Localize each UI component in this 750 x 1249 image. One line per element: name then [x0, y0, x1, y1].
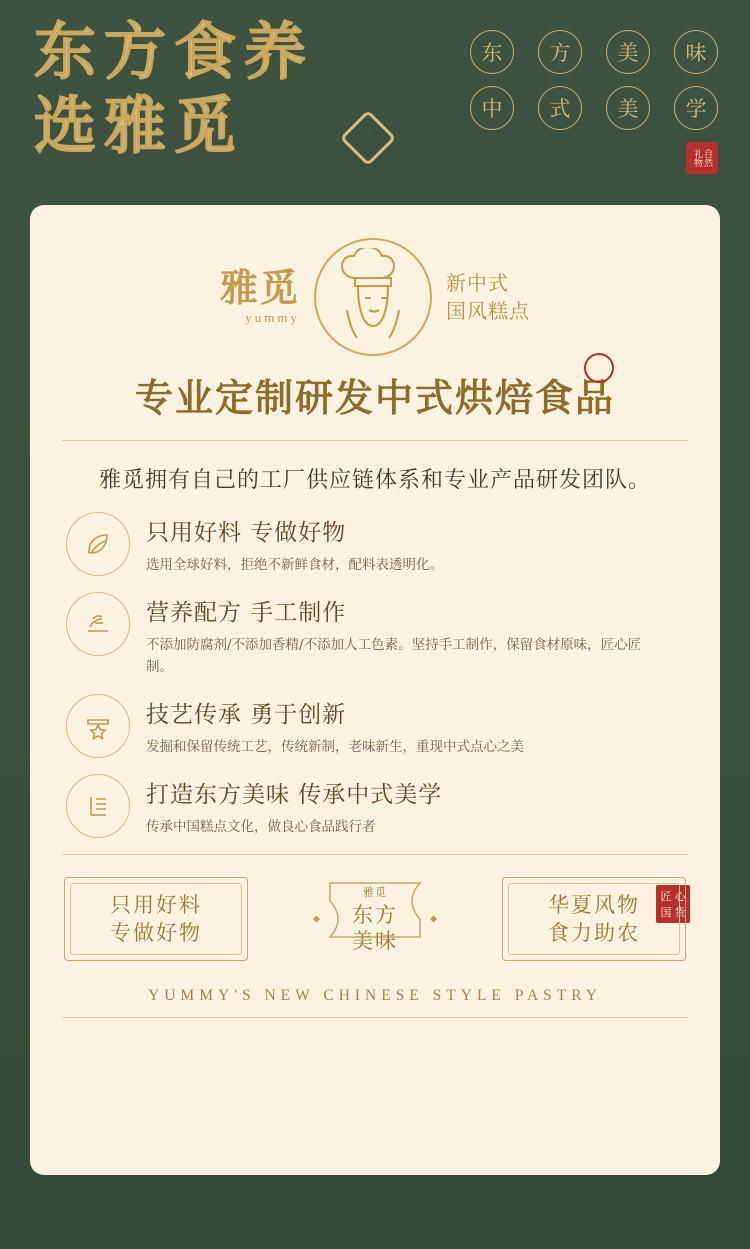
- plaque-right-line-2: 食力助农: [548, 921, 640, 945]
- card-title: [58, 367, 692, 422]
- feature-list: [58, 512, 692, 838]
- chef-avatar-icon: [314, 238, 432, 356]
- star-medal-icon: [66, 694, 130, 758]
- brand-row: [58, 237, 692, 357]
- card-title-text: 专业定制研发中式烘焙食品: [134, 375, 615, 420]
- scroll-icon: [66, 774, 130, 838]
- header-seal-stamp: [686, 142, 718, 174]
- feature-title: 打造东方美味 传承中式美学: [146, 782, 443, 808]
- brand-logo: [219, 265, 300, 326]
- badge-circle: 方: [538, 30, 582, 74]
- badge-circle: 美: [606, 30, 650, 74]
- badge-grid: [470, 30, 742, 134]
- brand-tagline-line-2: 国风糕点: [446, 299, 530, 323]
- plaque-middle: [300, 873, 450, 965]
- brand-tagline-line-1: 新中式: [446, 271, 509, 295]
- feature-desc: 传承中国糕点文化，做良心食品践行者: [146, 819, 376, 835]
- headline-line-2: 选雅觅: [34, 89, 245, 162]
- footer-english-tagline: YUMMY'S NEW CHINESE STYLE PASTRY: [148, 987, 602, 1004]
- feature-item: [58, 694, 692, 758]
- seal-char: 心: [674, 889, 686, 903]
- feature-desc: 选用全球好料，拒绝不新鲜食材，配料表透明化。: [146, 557, 443, 573]
- feature-item: [58, 592, 692, 678]
- brand-name-en: yummy: [245, 310, 300, 325]
- feature-title: 技艺传承 勇于创新: [146, 702, 347, 728]
- badge-circle: 学: [674, 86, 718, 130]
- leaf-icon: [66, 512, 130, 576]
- red-circle-accent-icon: [584, 353, 614, 383]
- divider-bottom: [62, 1017, 688, 1018]
- headline-line-1: 东方食养: [34, 15, 315, 88]
- feature-title: 营养配方 手工制作: [146, 600, 347, 626]
- badge-circle: 中: [470, 86, 514, 130]
- plaque-left-line-2: 专做好物: [110, 921, 202, 945]
- plaque-row: [58, 873, 692, 965]
- plaque-right-line-1: 华夏风物: [548, 893, 640, 917]
- feature-title: 只用好料 专做好物: [146, 520, 347, 546]
- divider-middle: [62, 854, 688, 855]
- header-seal-text: 自然礼物: [692, 149, 712, 167]
- poster-header: [0, 0, 750, 205]
- badge-circle: 味: [674, 30, 718, 74]
- badge-circle: 东: [470, 30, 514, 74]
- plaque-right: [502, 877, 686, 961]
- seal-char: 匠: [660, 889, 672, 903]
- content-card: [30, 205, 720, 1175]
- seal-char: 国: [660, 905, 672, 919]
- plaque-middle-line-2: 美味: [352, 929, 398, 953]
- hand-craft-icon: [66, 592, 130, 656]
- seal-char: 货: [674, 905, 686, 919]
- plaque-left: [64, 877, 248, 961]
- feature-desc: 不添加防腐剂/不添加香精/不添加人工色素。坚持手工制作，保留食材原味，匠心匠制。: [146, 637, 642, 675]
- card-subtitle: 雅觅拥有自己的工厂供应链体系和专业产品研发团队。: [98, 468, 651, 493]
- diamond-ornament-icon: [348, 118, 396, 166]
- feature-item: [58, 512, 692, 576]
- feature-item: [58, 774, 692, 838]
- brand-name-cn: 雅觅: [219, 265, 300, 310]
- badge-circle: 美: [606, 86, 650, 130]
- badge-circle: 式: [538, 86, 582, 130]
- plaque-left-line-1: 只用好料: [110, 893, 202, 917]
- brand-tagline: [446, 269, 530, 325]
- plaque-middle-line-1: 东方: [352, 903, 398, 927]
- divider-top: [62, 440, 688, 441]
- plaque-middle-small: 雅觅: [363, 886, 387, 899]
- feature-desc: 发掘和保留传统工艺，传统新制，老味新生，重现中式点心之美: [146, 739, 524, 755]
